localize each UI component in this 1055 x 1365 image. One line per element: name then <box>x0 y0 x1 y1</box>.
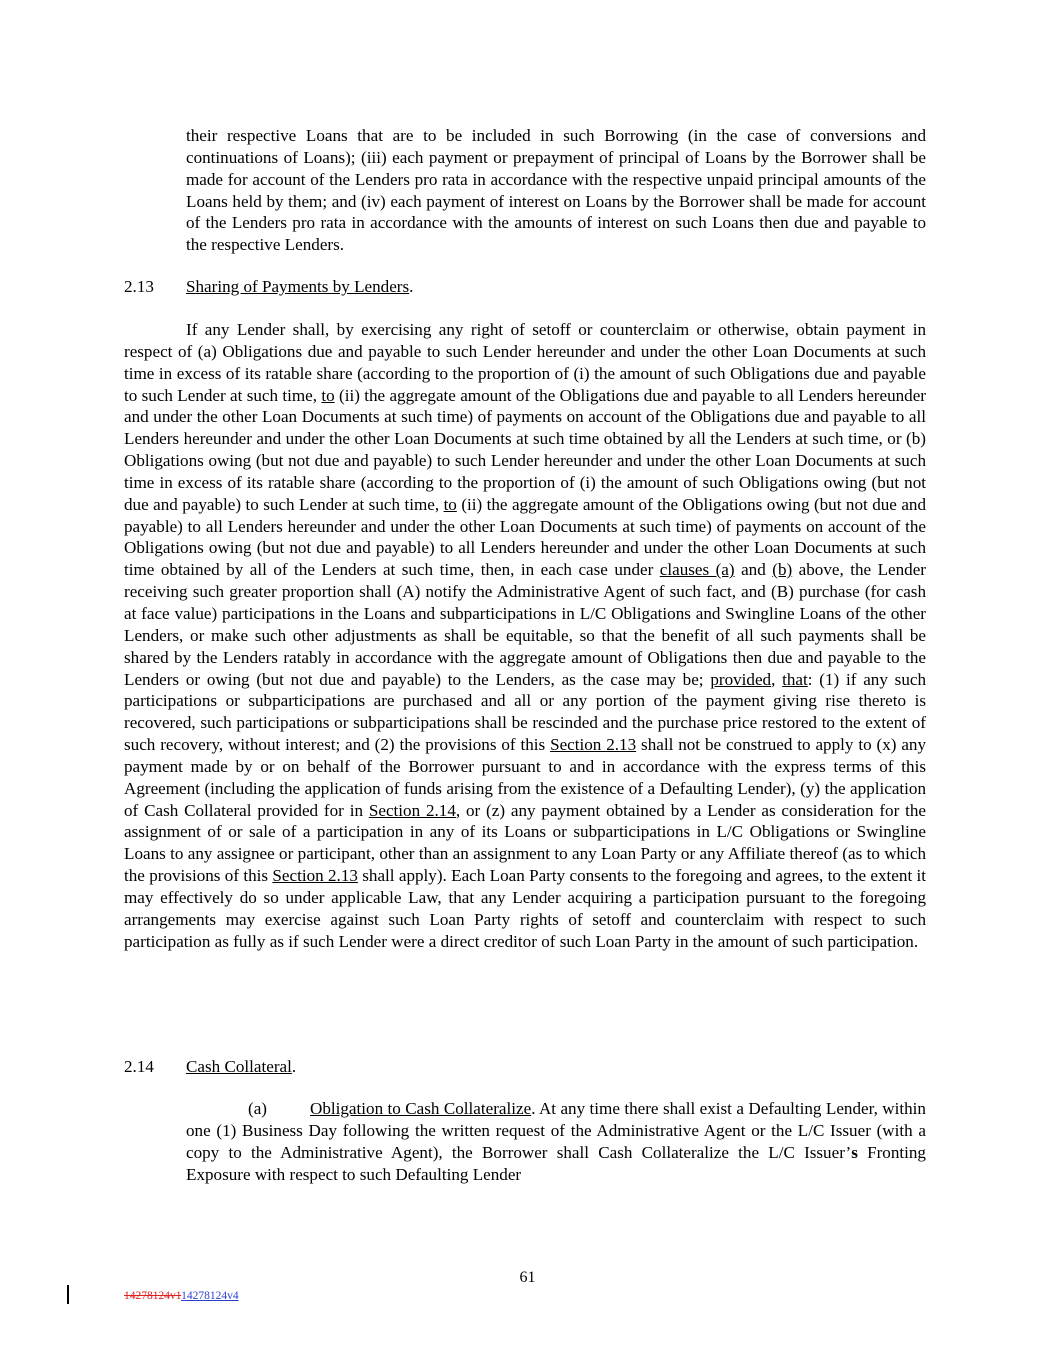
section-2-14-heading <box>124 1056 296 1078</box>
revision-change-bar <box>67 1285 69 1304</box>
that-term: that <box>782 669 808 689</box>
document-id-footer <box>124 1289 239 1303</box>
section-2-13-reference-2: Section 2.13 <box>272 866 358 886</box>
to-underlined-1: to <box>321 385 335 405</box>
body-text-6: shall not be construed to apply to (x) any payment made by or on behalf of the Borrower pursuant to and in accordance with the express terms of this Agreement (including the application of funds arising from the existence of a Defaulting Lender), (y) the application of Cash Collateral provided for in <box>124 735 927 820</box>
heading-period: . <box>409 277 414 296</box>
body-text-1: If any Lender shall, by exercising any right of setoff or counterclaim or otherwise, obtain payment in respect of (a) Obligations due and payable to such Lender hereunder and under the other Loan Documents at such time in excess of its ratable share (according to the proportion of (i) the amount of such Obligations due and payable to such Lender at such time, <box>124 320 926 405</box>
body-text-8: shall apply). Each Loan Party consents to the foregoing and agrees, to the extent it may effectively do so under applicable Law, that any Lender acquiring a participation pursuant to the foregoing arrangements may exercise against such Loan Party rights of setoff and counterclaim with respect to such participation as fully as if such Lender were a direct creditor of such Loan Party in the amount of such participation. <box>124 866 927 951</box>
and-word: and <box>741 560 766 580</box>
body-text-7: , or (z) any payment obtained by a Lender as consideration for the assignment of or sale of a participation in any of its Loans or subparticipations in L/C Obligations or Swingline Loans to any assignee or participant, other than an assignment to any Loan Party or any Affiliate thereof (as to which the provisions of this <box>124 800 927 886</box>
section-title: Cash Collateral <box>186 1057 292 1076</box>
subsection-text-1: . At any time there shall exist a Defaulting Lender, within one (1) Business Day following the written request of the Administrative Agent or the L/C Issuer (with a copy to the Administrative Agent), the Borrower shall Cash Collateralize the L/C Issuer’ <box>186 1099 926 1162</box>
clauses-a-reference: clauses (a) <box>659 560 735 580</box>
subsection-title: Obligation to Cash Collateralize <box>310 1099 532 1118</box>
section-number: 2.14 <box>124 1057 154 1076</box>
section-2-13-heading <box>124 276 413 298</box>
body-text-4: above, the Lender receiving such greater proportion shall (A) notify the Administrative Agent of such fact, and (B) purchase (for cash at face value) participations in the Loans and subparticipations in L/C Obligations and Swingline Loans of the other Lenders, or make such other adjustments as shall be equitable, so that the benefit of all such payments shall be shared by the Lenders ratably in accordance with the aggregate amount of Obligations then due and payable to the Lenders or owing (but not due and payable) to the Lenders, as the case may be; <box>124 560 927 689</box>
section-2-14-reference: Section 2.14 <box>368 800 456 820</box>
subsection-text-2: Fronting Exposure with respect to such Defaulting Lender <box>186 1142 926 1184</box>
body-text-5: : (1) if any such participations or subparticipations are purchased and all or any portion of the payment giving rise thereto is recovered, such participations or subparticipations shall be rescinded and the purchase price restored to the extent of such recovery, without interest; and (2) the provisions of this <box>124 669 927 755</box>
clause-b-reference: (b) <box>772 560 793 580</box>
body-text-2: (ii) the aggregate amount of the Obligations due and payable to all Lenders hereunder and under the other Loan Documents at such time) of payments on account of the Obligations due and payable to all Lenders hereunder and under the other Loan Documents at such time obtained by all the Lenders at such time, or (b) Obligations owing (but not due and payable) to such Lender hereunder and under the other Loan Documents at such time in excess of its ratable share (according to the proportion of (i) the amount of such Obligations owing (but not due and payable) to such Lender at such time, <box>124 385 926 514</box>
subsection-bold-s: s <box>851 1142 858 1162</box>
page-number: 61 <box>519 1269 536 1286</box>
to-underlined-2: to <box>443 494 457 514</box>
section-number: 2.13 <box>124 277 154 296</box>
heading-period: . <box>291 1057 297 1076</box>
continuation-paragraph: their respective Loans that are to be included in such Borrowing (in the case of conversions and continuations of Loans); (iii) each payment or prepayment of principal of Loans by the Borrower shall be made for account of the Lenders pro rata in accordance with the respective unpaid principal amounts of the Loans held by them; and (iv) each payment of interest on Loans by the Borrower shall be made for account of the Lenders pro rata in accordance with the amounts of interest on such Loans then due and payable to the respective Lenders. <box>186 126 926 255</box>
body-text-3: (ii) the aggregate amount of the Obligations owing (but not due and payable) to all Lenders hereunder and under the other Loan Documents at such time) of payments on account of the Obligations owing (but not due and payable) to all Lenders hereunder and under the other Loan Documents at such time obtained by all of the Lenders at such time, then, in each case under <box>124 494 927 580</box>
section-2-14-a-paragraph <box>186 1098 926 1185</box>
section-2-13-reference: Section 2.13 <box>550 735 637 755</box>
inserted-doc-id: 14278124v4 <box>181 1290 239 1302</box>
section-title: Sharing of Payments by Lenders <box>186 277 410 296</box>
subsection-label: (a) <box>248 1099 267 1118</box>
provided-term: provided <box>710 669 772 689</box>
section-2-13-body: If any Lender shall, by exercising any right of setoff or counterclaim or otherwise, obtain payment in respect of (a) Obligations due and payable to such Lender hereunder and under the other Loan Documents at such time in excess of its ratable share (according to the proportion of (i) the amount of such Obligations due and payable to such Lender at such time, to (ii) the aggregate amount of the Obligations due and payable to all Lenders hereunder and under the other Loan Documents at such time) of payments on account of the Obligations due and payable to all Lenders hereunder and under the other Loan Documents at such time obtained by all the Lenders at such time, or (b) Obligations owing (but not due and payable) to such Lender hereunder and under the other Loan Documents at such time in excess of its ratable share (according to the proportion of (i) the amount of such Obligations owing (but not due and payable) to such Lender at such time, to (ii) the aggregate amount of the Obligations owing (but not due and payable) to all Lenders hereunder and under the other Loan Documents at such time) of payments on account of the Obligations owing (but not due and payable) to all Lenders hereunder and under the other Loan Documents at such time obtained by all of the Lenders at such time, then, in each case under clauses (a) and (b) above, the Lender receiving such greater proportion shall (A) notify the Administrative Agent of such fact, and (B) purchase (for cash at face value) participations in the Loans and subparticipations in L/C Obligations and Swingline Loans of the other Lenders, or make such other adjustments as shall be equitable, so that the benefit of all such payments shall be shared by the Lenders ratably in accordance with the aggregate amount of Obligations then due and payable to the Lenders or owing (but not due and payable) to the Lenders, as the case may be; provided, that: (1) if any such participations or subparticipations are purchased and all or any portion of the payment giving rise thereto is recovered, such participations or subparticipations shall be rescinded and the purchase price restored to the extent of such recovery, without interest; and (2) the provisions of this Section 2.13 shall not be construed to apply to (x) any payment made by or on behalf of the Borrower pursuant to and in accordance with the express terms of this Agreement (including the application of funds arising from the existence of a Defaulting Lender), (y) the application of Cash Collateral provided for in Section 2.14, or (z) any payment obtained by a Lender as consideration for the assignment of or sale of a participation in any of its Loans or subparticipations in L/C Obligations or Swingline Loans to any assignee or participant, other than an assignment to any Loan Party or any Affiliate thereof (as to which the provisions of this Section 2.13 shall apply). Each Loan Party consents to the foregoing and agrees, to the extent it may effectively do so under applicable Law, that any Lender acquiring a participation pursuant to the foregoing arrangements may exercise against such Loan Party rights of setoff and counterclaim with respect to such participation as fully as if such Lender were a direct creditor of such Loan Party in the amount of such participation. <box>124 320 927 951</box>
deleted-doc-id: 14278124v1 <box>124 1290 182 1302</box>
